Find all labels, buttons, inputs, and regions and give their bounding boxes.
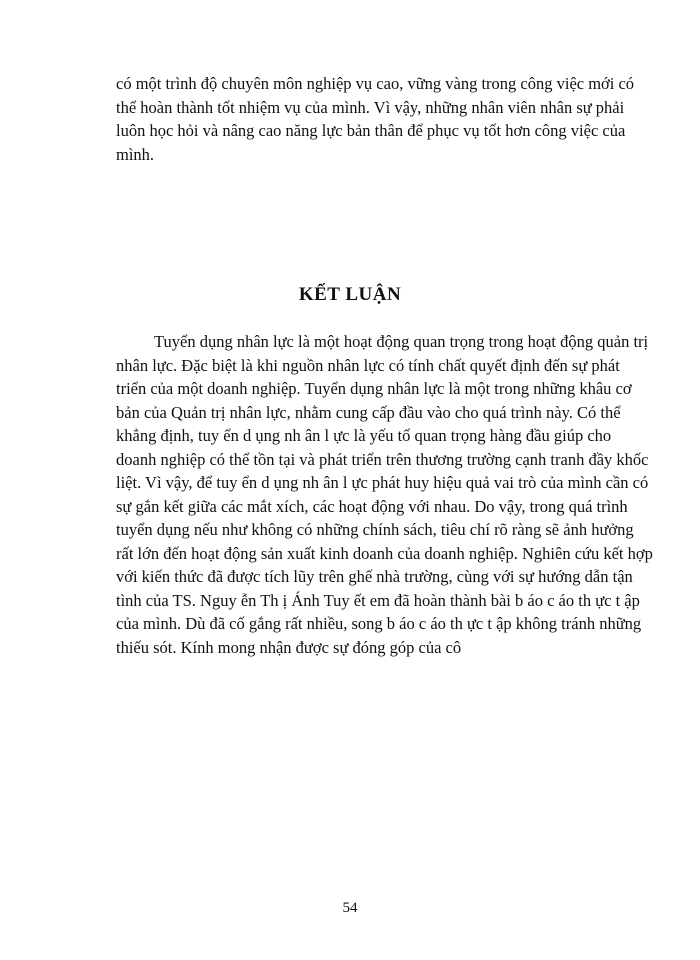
paragraph-line: của mình. Dù đã cố gắng rất nhiều, song b áo c áo th ực t ập không tránh những (116, 614, 642, 633)
paragraph-line: rất lớn đến hoạt động sản xuất kinh doanh của doanh nghiệp. Nghiên cứu kết hợp (116, 543, 653, 563)
section-title: KẾT LUẬN (298, 284, 402, 305)
continued-paragraph (116, 72, 635, 166)
paragraph-line: tình của TS. Nguy ễn Th ị Ánh Tuy ết em đã hoàn thành bài b áo c áo th ực t ập (116, 590, 640, 610)
paragraph-line: luôn học hỏi và nâng cao năng lực bản thân để phục vụ tốt hơn công việc của (116, 121, 626, 140)
paragraph-line: triển của một doanh nghiệp. Tuyển dụng nhân lực là một trong những khâu cơ (116, 379, 632, 398)
paragraph-line: mình. (116, 144, 155, 164)
paragraph-line: thiếu sót. Kính mong nhận được sự đóng góp của cô (116, 637, 462, 657)
paragraph-line: sự gắn kết giữa các mắt xích, các hoạt động với nhau. Do vậy, trong quá trình (116, 496, 628, 516)
paragraph-line: liệt. Vì vậy, để tuy ển d ụng nh ân l ực phát huy hiệu quả vai trò của mình cần có (116, 473, 649, 492)
paragraph-line: có một trình độ chuyên môn nghiệp vụ cao, vững vàng trong công việc mới có (116, 74, 635, 93)
paragraph-line: thể hoàn thành tốt nhiệm vụ của mình. Vì vậy, những nhân viên nhân sự phải (116, 97, 625, 117)
conclusion-paragraph (116, 330, 653, 659)
paragraph-line: nhân lực. Đặc biệt là khi nguồn nhân lực có tính chất quyết định đến sự phát (116, 355, 620, 375)
paragraph-line: khẳng định, tuy ển d ụng nh ân l ực là yếu tố quan trọng hàng đầu giúp cho (116, 426, 612, 445)
paragraph-line: tuyển dụng nếu như không có những chính sách, tiêu chí rõ ràng sẽ ảnh hưởng (116, 520, 634, 539)
paragraph-line: bản của Quản trị nhân lực, nhằm cung cấp đầu vào cho quá trình này. Có thể (116, 402, 621, 422)
paragraph-line: doanh nghiệp có thể tồn tại và phát triển trên thương trường cạnh tranh đầy khốc (116, 449, 649, 469)
paragraph-line: Tuyển dụng nhân lực là một hoạt động quan trọng trong hoạt động quản trị (154, 332, 649, 351)
paragraph-line: với kiến thức đã được tích lũy trên ghế nhà trường, cùng với sự hướng dẫn tận (116, 567, 633, 586)
page-number: 54 (342, 900, 358, 916)
